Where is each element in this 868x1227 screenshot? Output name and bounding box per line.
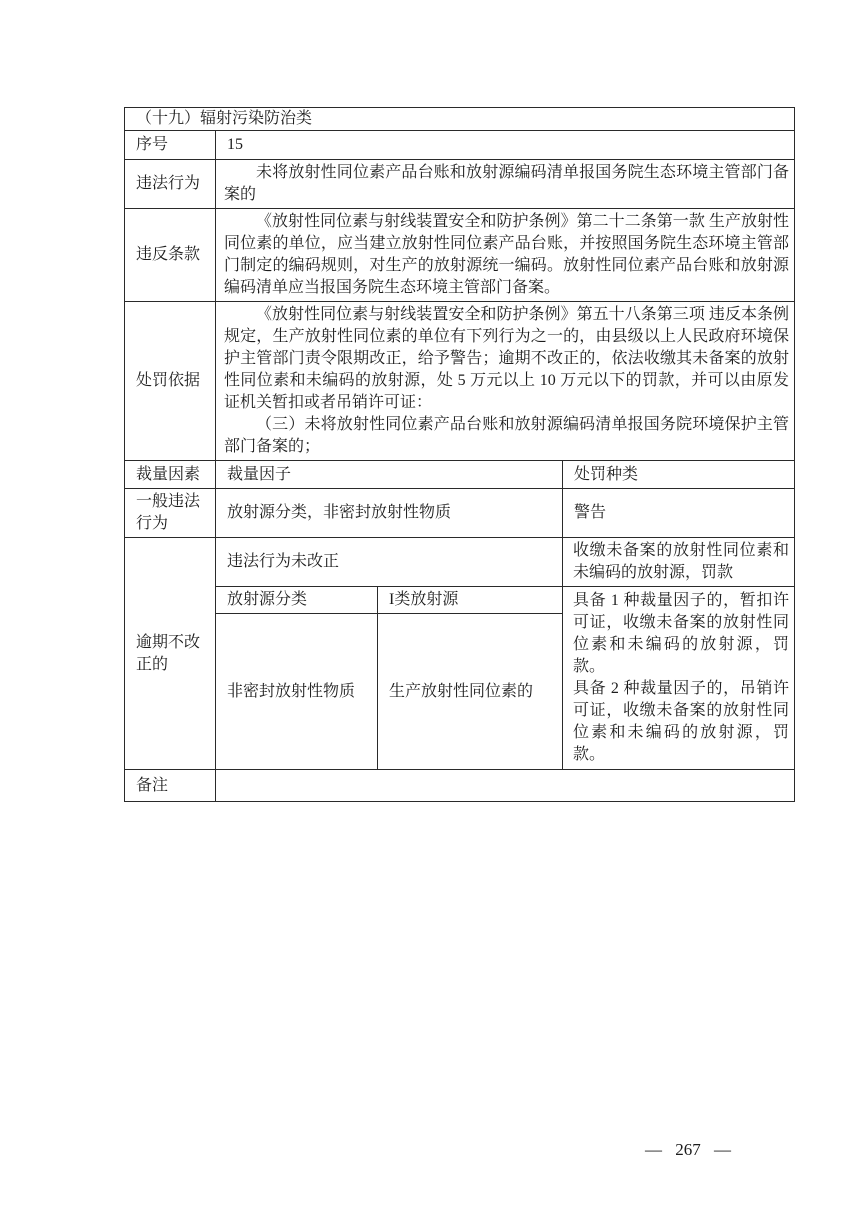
general-violation-label: 一般违法行为 [125,489,216,538]
category-header: （十九）辐射污染防治类 [125,108,795,131]
remarks-value [216,770,795,802]
penalty-type-column-header: 处罚种类 [563,461,795,489]
overdue-sub3-factor-name: 非密封放射性物质 [216,614,378,770]
discretion-factor-column-header: 裁量因子 [216,461,563,489]
page-number: — 267 — [645,1140,731,1159]
violated-clause-label: 违反条款 [125,209,216,302]
penalty-basis-text [216,302,795,461]
violated-clause-paragraph: 《放射性同位素与射线装置安全和防护条例》第二十二条第一款 生产放射性同位素的单位，应当建立放射性同位素产品台账，并按照国务院生态环境主管部门制定的编码规则，对生产的放射源统一编码。放射性同位素产品台账和放射源编码清单应当报国务院生态环境主管部门备案。 [224,213,790,296]
penalty-basis-label: 处罚依据 [125,302,216,461]
illegal-act-text [216,160,795,209]
overdue-sub3-factor-value: 生产放射性同位素的 [378,614,563,770]
serial-label: 序号 [125,131,216,160]
penalty-discretion-table [124,107,795,802]
illegal-act-label: 违法行为 [125,160,216,209]
overdue-label: 逾期不改正的 [125,538,216,770]
discretion-factor-header-label: 裁量因素 [125,461,216,489]
violated-clause-text [216,209,795,302]
penalty-basis-paragraph-2: （三）未将放射性同位素产品台账和放射源编码清单报国务院环境保护主管部门备案的； [224,416,790,455]
serial-value: 15 [216,131,795,160]
penalty-basis-paragraph-1: 《放射性同位素与射线装置安全和防护条例》第五十八条第三项 违反本条例规定，生产放射性同位素的单位有下列行为之一的，由县级以上人民政府环境保护主管部门责令限期改正，给予警告；逾期不改正的，依法收缴其未备案的放射性同位素和未编码的放射源，处 5 万元以上 10 万元以下的罚款，并可以由原发证机关暂扣或者吊销许可证： [224,306,790,411]
overdue-penalty-detail [563,587,795,770]
general-violation-penalty: 警告 [563,489,795,538]
overdue-sub1-factor: 违法行为未改正 [216,538,563,587]
overdue-penalty-paragraph-2: 具备 2 种裁量因子的，吊销许可证，收缴未备案的放射性同位素和未编码的放射源，罚款。 [573,680,790,763]
overdue-sub1-penalty: 收缴未备案的放射性同位素和未编码的放射源，罚款 [563,538,795,587]
illegal-act-paragraph: 未将放射性同位素产品台账和放射源编码清单报国务院生态环境主管部门备案的 [224,164,790,203]
general-violation-factor: 放射源分类，非密封放射性物质 [216,489,563,538]
overdue-sub2-factor-value: I类放射源 [378,587,563,614]
overdue-sub2-factor-name: 放射源分类 [216,587,378,614]
overdue-penalty-paragraph-1: 具备 1 种裁量因子的，暂扣许可证，收缴未备案的放射性同位素和未编码的放射源，罚款。 [573,592,790,675]
remarks-label: 备注 [125,770,216,802]
